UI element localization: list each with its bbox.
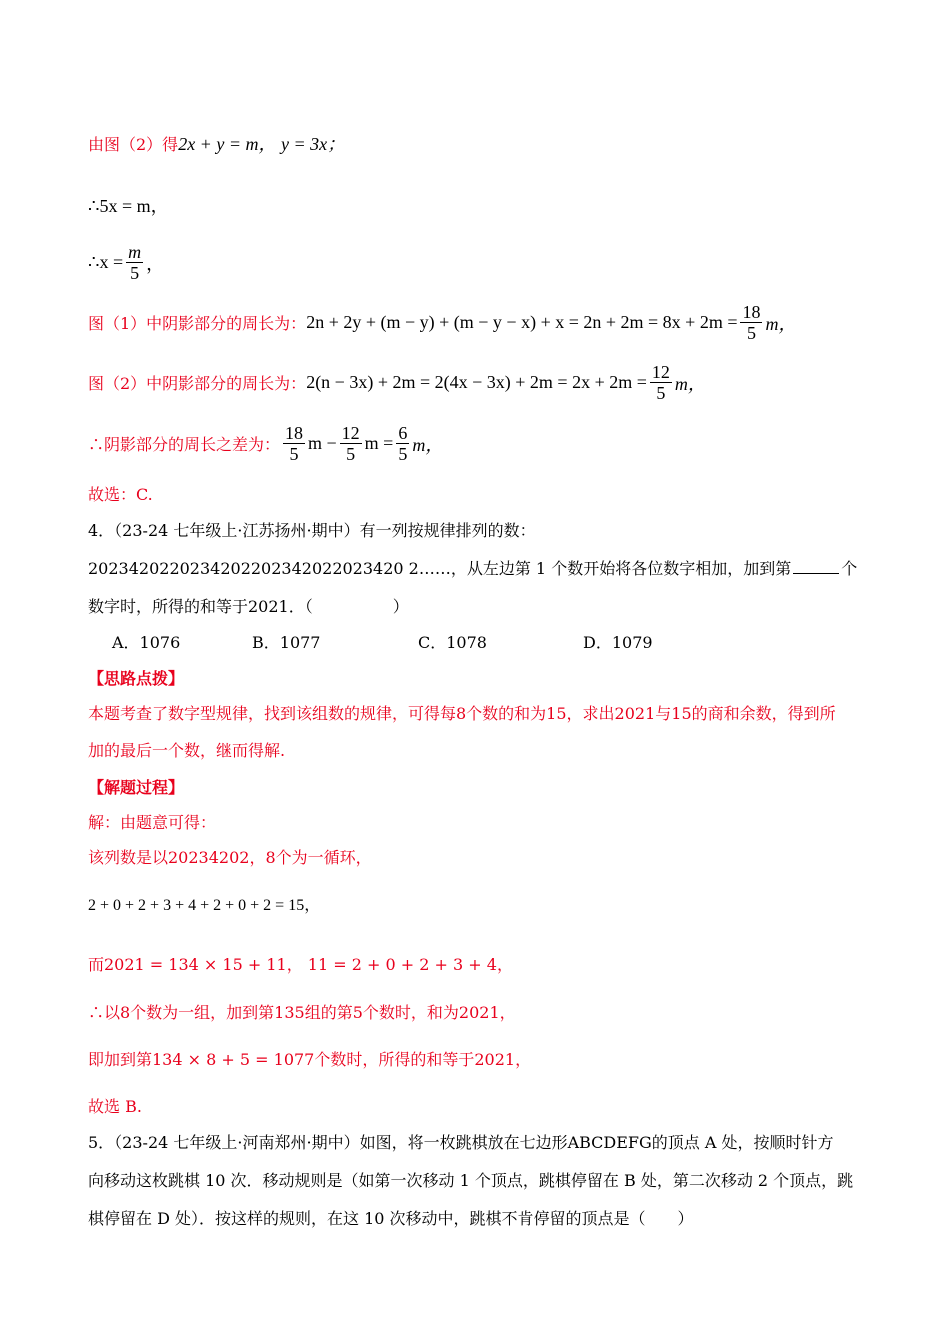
solution-math: 2x + y = m， y = 3x； bbox=[178, 134, 346, 154]
option-b: B．1077 bbox=[252, 633, 321, 652]
fig1-tail: m， bbox=[765, 313, 797, 334]
solution-line-6 bbox=[88, 423, 443, 464]
fraction-denominator: 5 bbox=[346, 444, 356, 464]
fig1-perimeter-expr: 2n + 2y + (m − y) + (m − y − x) + x = 2n + 2m = 8x + 2m = bbox=[306, 312, 738, 332]
solution-text: 由图（2）得 bbox=[88, 134, 179, 154]
fraction-12-5 bbox=[650, 362, 672, 403]
fraction-numerator: 12 bbox=[651, 362, 670, 382]
process-line-2: 该列数是以20234202，8个为一循环， bbox=[88, 848, 372, 867]
diff-tail: m， bbox=[412, 434, 444, 455]
process-line-6: 即加到第134 × 8 + 5 = 1077个数时，所得的和等于2021， bbox=[88, 1050, 532, 1069]
q4-stem-line-2 bbox=[88, 556, 857, 579]
process-line-1: 解：由题意可得： bbox=[88, 813, 217, 832]
fraction-denominator: 5 bbox=[746, 323, 756, 343]
fraction-numerator: 18 bbox=[285, 423, 304, 443]
fraction-m-over-5 bbox=[126, 242, 143, 283]
answer-b: 故选 B. bbox=[88, 1097, 142, 1116]
process-line-5: ∴以8个数为一组，加到第135组的第5个数时，和为2021， bbox=[88, 1003, 516, 1022]
fraction-denominator: 5 bbox=[398, 444, 408, 464]
fraction-numerator: 18 bbox=[742, 302, 761, 322]
q4-sequence-text: 2023420220234202202342022023420 2……，从左边第 1 个数开始将各位数字相加，加到第 bbox=[88, 559, 792, 578]
fraction-numerator: 12 bbox=[341, 423, 360, 443]
answer-c: 故选：C. bbox=[88, 485, 153, 504]
hint-line-1: 本题考查了数字型规律，找到该组数的规律，可得每8个数的和为15，求出2021与15的商和余数，得到所 bbox=[88, 704, 836, 723]
fraction-12-5 bbox=[340, 423, 362, 464]
process-title: 【解题过程】 bbox=[88, 778, 185, 797]
therefore-x: ∴x = bbox=[88, 252, 124, 272]
solution-line-4 bbox=[88, 302, 796, 343]
fig2-tail: m， bbox=[674, 373, 706, 394]
fraction-18-5 bbox=[283, 423, 305, 464]
diff-op-2: m = bbox=[364, 433, 394, 453]
solution-line-3 bbox=[88, 242, 164, 283]
q5-line-1: 5．（23-24 七年级上·河南郑州·期中）如图，将一枚跳棋放在七边形ABCDEFG的顶点 A 处，按顺时针方 bbox=[88, 1133, 834, 1152]
difference-label: ∴阴影部分的周长之差为： bbox=[88, 435, 281, 454]
fig2-perimeter-label: 图（2）中阴影部分的周长为： bbox=[88, 374, 307, 393]
solution-line-5 bbox=[88, 362, 706, 403]
q5-line-3: 棋停留在 D 处）．按这样的规则，在这 10 次移动中，跳棋不肯停留的顶点是（ ） bbox=[88, 1209, 694, 1228]
fig1-perimeter-label: 图（1）中阴影部分的周长为： bbox=[88, 314, 307, 333]
option-c: C．1078 bbox=[418, 633, 487, 652]
q4-unit: 个 bbox=[841, 559, 858, 578]
option-d: D．1079 bbox=[583, 633, 653, 652]
diff-op-1: m − bbox=[308, 433, 337, 453]
fraction-6-5 bbox=[396, 423, 409, 464]
fraction-18-5 bbox=[740, 302, 762, 343]
fraction-numerator: m bbox=[128, 242, 142, 262]
solution-line-1 bbox=[88, 130, 345, 156]
option-a: A．1076 bbox=[112, 633, 181, 652]
q4-stem-line-1: 4．（23-24 七年级上·江苏扬州·期中）有一列按规律排列的数： bbox=[88, 521, 536, 540]
fraction-denominator: 5 bbox=[656, 383, 666, 403]
q5-line-2: 向移动这枚跳棋 10 次．移动规则是（如第一次移动 1 个顶点，跳棋停留在 B 处，第二次移动 2 个顶点，跳 bbox=[88, 1171, 854, 1190]
q4-stem-line-3: 数字时，所得的和等于2021．（ ） bbox=[88, 597, 409, 616]
answer-blank bbox=[793, 557, 839, 574]
hint-line-2: 加的最后一个数，继而得解. bbox=[88, 741, 286, 760]
fig2-perimeter-expr: 2(n − 3x) + 2m = 2(4x − 3x) + 2m = 2x + 2m = bbox=[306, 372, 647, 392]
punct: ， bbox=[146, 253, 165, 274]
solution-line-2: ∴5x = m， bbox=[88, 196, 169, 216]
process-line-3: 2 + 0 + 2 + 3 + 4 + 2 + 0 + 2 = 15， bbox=[88, 897, 321, 914]
fraction-numerator: 6 bbox=[398, 423, 408, 443]
hint-title: 【思路点拨】 bbox=[88, 669, 185, 688]
process-line-4: 而2021 = 134 × 15 + 11， 11 = 2 + 0 + 2 + 3 + 4， bbox=[88, 955, 513, 974]
fraction-denominator: 5 bbox=[289, 444, 299, 464]
fraction-denominator: 5 bbox=[130, 263, 140, 283]
